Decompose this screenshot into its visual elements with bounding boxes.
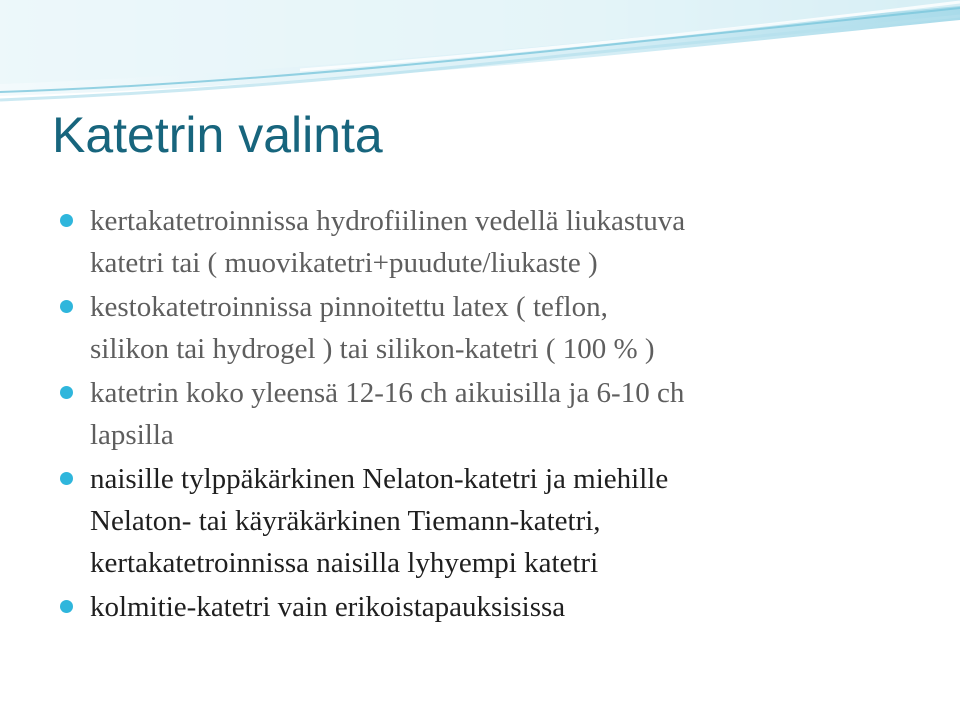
bullet-line: katetrin koko yleensä 12-16 ch aikuisilla ja 6-10 ch xyxy=(90,377,685,409)
bullet-line: katetri tai ( muovikatetri+puudute/liukaste ) xyxy=(90,247,598,279)
bullet-item xyxy=(60,586,920,628)
bullet-dot-icon xyxy=(60,214,73,227)
bullet-text xyxy=(90,372,920,456)
bullet-line: kolmitie-katetri vain erikoistapauksisissa xyxy=(90,591,566,623)
bullet-line: kertakatetroinnissa naisilla lyhyempi katetri xyxy=(90,547,599,579)
bullet-text xyxy=(90,586,920,628)
header-wave-decoration xyxy=(0,0,960,120)
bullet-line: kertakatetroinnissa hydrofiilinen vedellä liukastuva xyxy=(90,205,686,237)
bullet-line: naisille tylppäkärkinen Nelaton-katetri ja miehille xyxy=(90,463,669,495)
bullet-item xyxy=(60,286,920,370)
bullet-item xyxy=(60,372,920,456)
bullet-line: silikon tai hydrogel ) tai silikon-katetri ( 100 % ) xyxy=(90,333,655,365)
bullet-line: kestokatetroinnissa pinnoitettu latex ( teflon, xyxy=(90,291,608,323)
bullet-text xyxy=(90,458,920,584)
bullet-dot-icon xyxy=(60,300,73,313)
bullet-dot-icon xyxy=(60,600,73,613)
slide-title: Katetrin valinta xyxy=(52,107,383,163)
wave-band-soft xyxy=(0,0,960,84)
bullet-list xyxy=(60,200,920,630)
bullet-dot-icon xyxy=(60,472,73,485)
bullet-line: lapsilla xyxy=(90,419,174,451)
bullet-item xyxy=(60,200,920,284)
bullet-text xyxy=(90,200,920,284)
bullet-item xyxy=(60,458,920,584)
bullet-dot-icon xyxy=(60,386,73,399)
bullet-line: Nelaton- tai käyräkärkinen Tiemann-katetri, xyxy=(90,505,601,537)
bullet-text xyxy=(90,286,920,370)
